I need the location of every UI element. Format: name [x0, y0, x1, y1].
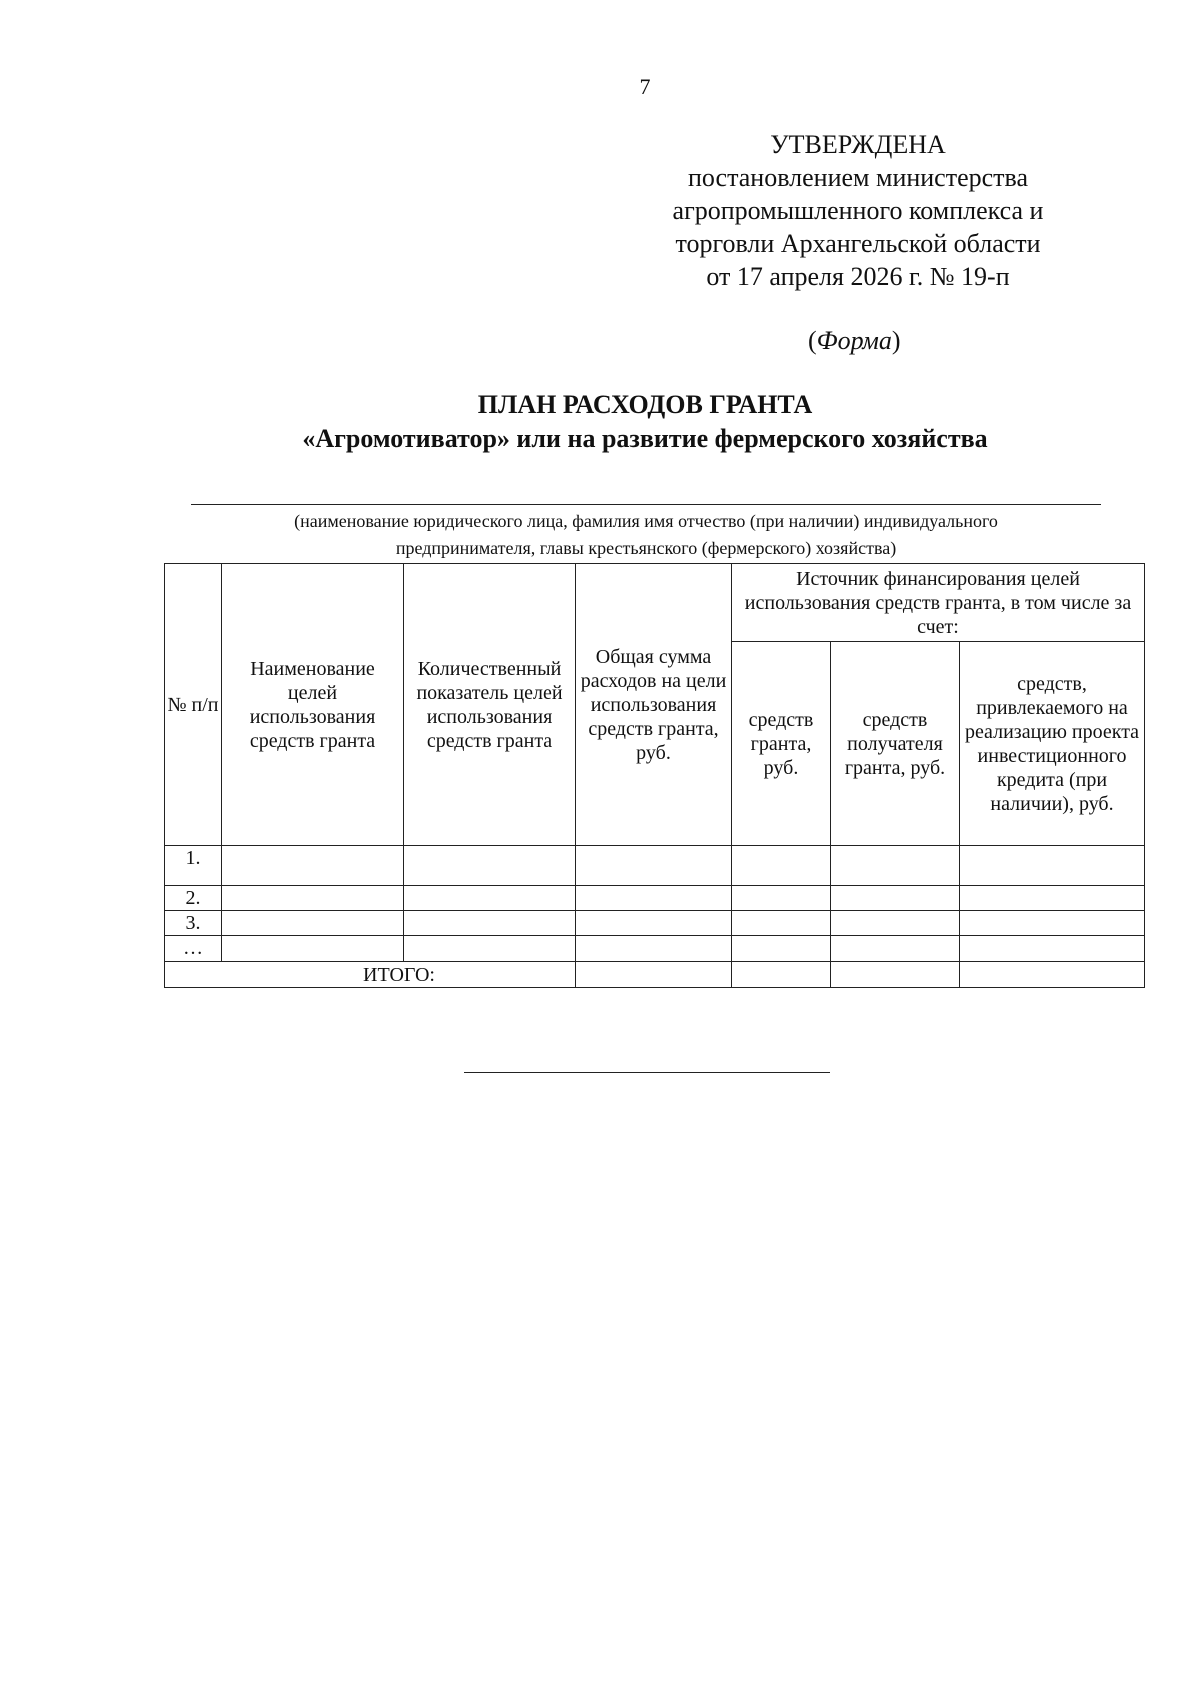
header-goal-name: Наименование целей использования средств гранта: [222, 564, 404, 846]
cell-credit-funds[interactable]: [960, 886, 1145, 911]
total-grant-cell[interactable]: [732, 962, 831, 988]
cell-recipient-funds[interactable]: [831, 936, 960, 962]
table-row: [165, 936, 1145, 962]
cell-credit-funds[interactable]: [960, 846, 1145, 886]
cell-quantity[interactable]: [404, 911, 576, 936]
document-title: [0, 388, 1200, 456]
caption-line-1: (наименование юридического лица, фамилия имя отчество (при наличии) индивидуального: [294, 511, 998, 531]
title-line-2: «Агромотиватор» или на развитие фермерского хозяйства: [302, 424, 988, 453]
total-credit-cell[interactable]: [960, 962, 1145, 988]
approval-heading: УТВЕРЖДЕНА: [770, 130, 946, 159]
form-label: (Форма): [808, 326, 901, 355]
cell-total-amount[interactable]: [576, 846, 732, 886]
grant-expense-table: [164, 563, 1145, 988]
approval-line: торговли Архангельской области: [675, 229, 1041, 258]
title-line-1: ПЛАН РАСХОДОВ ГРАНТА: [477, 390, 813, 419]
cell-recipient-funds[interactable]: [831, 846, 960, 886]
cell-credit-funds[interactable]: [960, 911, 1145, 936]
header-num: № п/п: [165, 564, 222, 846]
header-funding-source: Источник финансирования целей использования средств гранта, в том числе за счет:: [732, 564, 1145, 642]
cell-recipient-funds[interactable]: [831, 911, 960, 936]
cell-goal-name[interactable]: [222, 911, 404, 936]
cell-quantity[interactable]: [404, 846, 576, 886]
table-row: [165, 886, 1145, 911]
header-quantity: Количественный показатель целей использования средств гранта: [404, 564, 576, 846]
caption-line-2: предпринимателя, главы крестьянского (фермерского) хозяйства): [395, 538, 897, 558]
header-grant-funds: средств гранта, руб.: [732, 642, 831, 846]
cell-grant-funds[interactable]: [732, 846, 831, 886]
approval-line: агропромышленного комплекса и: [672, 196, 1044, 225]
total-label: ИТОГО:: [165, 962, 576, 988]
cell-credit-funds[interactable]: [960, 936, 1145, 962]
total-recipient-cell[interactable]: [831, 962, 960, 988]
row-number: 2.: [165, 886, 222, 911]
cell-total-amount[interactable]: [576, 936, 732, 962]
cell-total-amount[interactable]: [576, 886, 732, 911]
closing-divider: [464, 1072, 830, 1073]
cell-quantity[interactable]: [404, 936, 576, 962]
approval-date-line: от 17 апреля 2026 г. № 19-п: [706, 262, 1010, 291]
header-recipient-funds: средств получателя гранта, руб.: [831, 642, 960, 846]
approval-block: [628, 128, 1088, 293]
cell-grant-funds[interactable]: [732, 936, 831, 962]
table-header-row: [165, 564, 1145, 642]
table-total-row: [165, 962, 1145, 988]
cell-quantity[interactable]: [404, 886, 576, 911]
cell-recipient-funds[interactable]: [831, 886, 960, 911]
table-row: [165, 911, 1145, 936]
row-number: 3.: [165, 911, 222, 936]
header-total-amount: Общая сумма расходов на цели использования средств гранта, руб.: [576, 564, 732, 846]
cell-goal-name[interactable]: [222, 846, 404, 886]
applicant-name-caption: [188, 508, 1104, 562]
cell-goal-name[interactable]: [222, 886, 404, 911]
cell-goal-name[interactable]: [222, 936, 404, 962]
applicant-name-field-line: [191, 504, 1101, 505]
cell-grant-funds[interactable]: [732, 886, 831, 911]
header-credit-funds: средств, привлекаемого на реализацию проекта инвестиционного кредита (при наличии), руб.: [960, 642, 1145, 846]
row-number: 1.: [165, 846, 222, 886]
table-row: [165, 846, 1145, 886]
total-amount-cell[interactable]: [576, 962, 732, 988]
page-number: 7: [639, 74, 651, 99]
cell-grant-funds[interactable]: [732, 911, 831, 936]
cell-total-amount[interactable]: [576, 911, 732, 936]
approval-line: постановлением министерства: [687, 163, 1029, 192]
form-label-text: Форма: [816, 326, 892, 355]
row-number: …: [165, 936, 222, 962]
